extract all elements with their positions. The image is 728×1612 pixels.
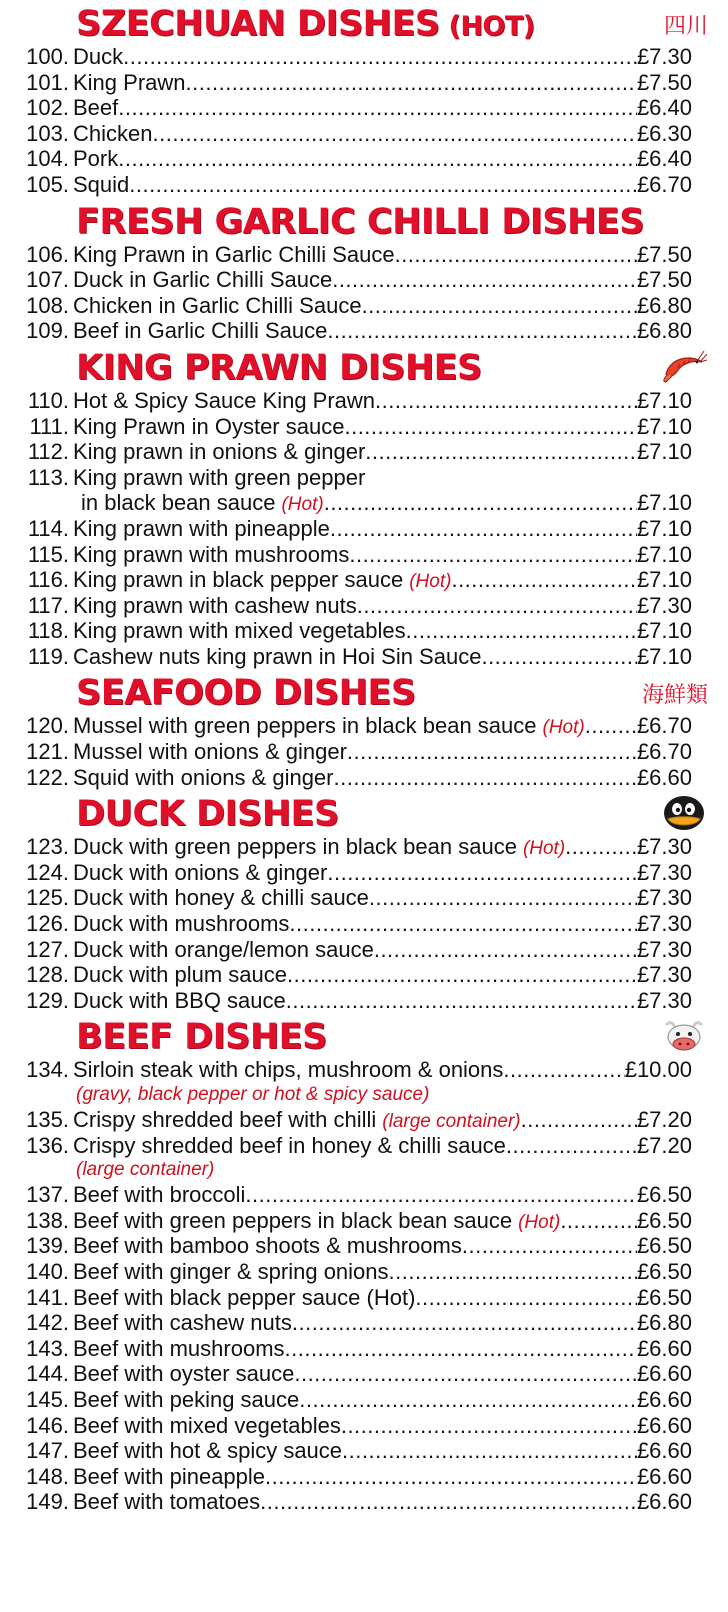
item-price: £6.60 xyxy=(636,1489,692,1515)
menu-item xyxy=(0,988,728,1014)
item-number: 117. xyxy=(27,592,69,618)
cow-icon xyxy=(660,1017,708,1055)
dot-leader xyxy=(506,1133,637,1159)
item-number: 137. xyxy=(26,1182,69,1208)
item-name: Duck with BBQ sauce xyxy=(73,987,286,1013)
menu-item xyxy=(0,962,728,988)
section-title xyxy=(76,673,416,714)
menu-item xyxy=(0,1336,728,1362)
item-name: King prawn with pineapple xyxy=(73,515,330,541)
menu-item xyxy=(0,242,728,268)
dot-leader xyxy=(585,713,637,739)
item-name: Pork xyxy=(73,146,119,172)
item-number: 143. xyxy=(26,1335,69,1361)
item-name: Chicken xyxy=(73,120,153,146)
dot-leader xyxy=(260,1489,637,1515)
item-price: £7.30 xyxy=(636,987,692,1013)
item-price: £6.80 xyxy=(636,1310,692,1336)
dot-leader xyxy=(245,1182,637,1208)
dot-leader xyxy=(389,1259,637,1285)
section-title-text: SEAFOOD DISHES xyxy=(76,673,416,714)
section-chinese-title: 四川 xyxy=(663,14,708,39)
menu-item xyxy=(0,644,728,670)
item-name: Duck with green peppers in black bean sauce xyxy=(73,834,517,860)
dot-leader xyxy=(565,834,637,860)
dot-leader xyxy=(289,911,637,937)
item-name: Beef with cashew nuts xyxy=(73,1310,292,1336)
menu-item xyxy=(0,860,728,886)
menu-item xyxy=(0,765,728,791)
menu-item xyxy=(0,318,728,344)
item-name: Crispy shredded beef with chilli xyxy=(73,1107,377,1132)
item-note: (Hot) xyxy=(518,1211,561,1233)
item-number: 122. xyxy=(26,764,69,790)
item-subnote: (large container) xyxy=(76,1159,215,1181)
item-number: 112. xyxy=(27,439,69,465)
dot-leader xyxy=(369,885,637,911)
item-subnote: (gravy, black pepper or hot & spicy sauce) xyxy=(76,1084,430,1105)
item-name: Duck xyxy=(73,44,124,69)
menu-item xyxy=(0,567,728,593)
item-name: Beef in Garlic Chilli Sauce xyxy=(73,318,328,344)
item-name: King prawn with cashew nuts xyxy=(73,592,357,618)
item-number: 116. xyxy=(27,567,69,593)
item-name: Sirloin steak with chips, mushroom & onions xyxy=(73,1057,504,1083)
dot-leader xyxy=(118,146,637,172)
dot-leader xyxy=(395,242,637,268)
duck-icon xyxy=(660,794,708,832)
item-price: £7.10 xyxy=(636,387,692,413)
item-price: £6.60 xyxy=(636,764,692,790)
item-number: 135. xyxy=(26,1107,69,1132)
item-price: £6.50 xyxy=(636,1258,692,1284)
dot-leader xyxy=(334,765,637,791)
item-number: 139. xyxy=(26,1233,69,1259)
item-price: £6.30 xyxy=(636,120,692,146)
item-number: 127. xyxy=(26,936,69,962)
section-title xyxy=(76,347,482,388)
item-name: King prawn with green pepper xyxy=(73,464,366,490)
menu-item xyxy=(0,834,728,860)
menu-item xyxy=(0,1285,728,1311)
item-number: 144. xyxy=(26,1361,69,1387)
menu-section xyxy=(0,669,728,790)
item-name: Beef with broccoli xyxy=(73,1182,246,1208)
item-name: Duck with honey & chilli sauce xyxy=(73,885,369,911)
item-price: £6.60 xyxy=(636,1412,692,1438)
dot-leader xyxy=(362,293,637,319)
dot-leader xyxy=(118,95,637,121)
item-price: £6.80 xyxy=(636,318,692,344)
item-price: £7.10 xyxy=(636,490,692,516)
dot-leader xyxy=(375,388,637,414)
item-price: £7.10 xyxy=(636,541,692,567)
item-number: 110. xyxy=(27,387,69,413)
menu-item xyxy=(0,1387,728,1413)
section-header xyxy=(0,1013,728,1057)
dot-leader xyxy=(286,988,637,1014)
menu-item xyxy=(0,911,728,937)
dot-leader xyxy=(327,318,637,344)
dot-leader xyxy=(152,121,636,147)
item-number: 126. xyxy=(26,911,69,937)
item-price: £7.30 xyxy=(636,859,692,885)
dot-leader xyxy=(462,1233,637,1259)
item-price: £6.70 xyxy=(636,713,692,739)
item-number: 102. xyxy=(26,95,69,121)
item-price: £7.20 xyxy=(636,1107,692,1132)
item-number: 140. xyxy=(26,1258,69,1284)
menu-item xyxy=(0,937,728,963)
item-number: 147. xyxy=(26,1438,69,1464)
item-number: 145. xyxy=(26,1386,69,1412)
item-number: 125. xyxy=(26,885,69,911)
item-price: £7.20 xyxy=(636,1132,692,1158)
dot-leader xyxy=(292,1310,637,1336)
item-price: £6.50 xyxy=(636,1182,692,1208)
item-name: Beef with black pepper sauce (Hot) xyxy=(73,1284,416,1310)
item-price: £6.60 xyxy=(636,1386,692,1412)
item-number: 101. xyxy=(26,69,69,95)
section-header xyxy=(0,669,728,713)
section-header xyxy=(0,790,728,834)
item-number: 115. xyxy=(27,541,69,567)
item-name: King Prawn xyxy=(73,69,186,95)
menu-item xyxy=(0,1182,728,1208)
section-title xyxy=(76,4,535,44)
dot-leader xyxy=(374,937,637,963)
item-name: Mussel with onions & ginger xyxy=(73,739,347,765)
item-number: 103. xyxy=(26,120,69,146)
item-price: £7.30 xyxy=(636,936,692,962)
section-title xyxy=(76,1017,327,1058)
menu-item xyxy=(0,593,728,619)
item-number: 113. xyxy=(27,464,69,490)
item-number: 121. xyxy=(26,739,69,765)
menu-item xyxy=(0,121,728,147)
dot-leader xyxy=(481,644,636,670)
item-number: 134. xyxy=(26,1057,69,1083)
item-price: £7.50 xyxy=(636,241,692,267)
dot-leader xyxy=(560,1208,637,1234)
dot-leader xyxy=(123,44,637,70)
dot-leader xyxy=(451,567,636,593)
section-title xyxy=(76,201,644,242)
item-name: Beef xyxy=(73,95,119,121)
section-title-text: BEEF DISHES xyxy=(76,1017,327,1058)
item-name: Cashew nuts king prawn in Hoi Sin Sauce xyxy=(73,643,482,669)
item-price: £6.60 xyxy=(636,1361,692,1387)
menu-item xyxy=(0,1310,728,1336)
section-title-text: KING PRAWN DISHES xyxy=(76,347,482,388)
menu-item xyxy=(0,146,728,172)
item-number: 124. xyxy=(26,859,69,885)
item-name: King Prawn in Oyster sauce xyxy=(73,413,345,439)
dot-leader xyxy=(285,1336,637,1362)
section-title-text: SZECHUAN DISHES xyxy=(76,4,440,44)
section-header xyxy=(0,0,728,44)
menu-item xyxy=(0,414,728,440)
item-price: £6.60 xyxy=(636,1463,692,1489)
menu-item xyxy=(0,95,728,121)
dot-leader xyxy=(342,1438,637,1464)
dot-leader xyxy=(332,267,637,293)
section-title-text: DUCK DISHES xyxy=(76,794,339,835)
menu-item xyxy=(0,465,728,491)
item-name: King prawn with mixed vegetables xyxy=(73,618,406,644)
item-name: Duck with plum sauce xyxy=(73,962,287,988)
item-name: Beef with tomatoes xyxy=(73,1489,261,1515)
item-price: £6.60 xyxy=(636,1438,692,1464)
item-name: King prawn in black pepper sauce xyxy=(73,567,404,593)
item-name: Duck with onions & ginger xyxy=(73,859,328,885)
item-name: King prawn with mushrooms xyxy=(73,541,350,567)
menu-item xyxy=(0,1361,728,1387)
dot-leader xyxy=(349,542,637,568)
item-number: 123. xyxy=(26,834,69,860)
dot-leader xyxy=(503,1057,624,1083)
item-price: £7.30 xyxy=(636,885,692,911)
dot-leader xyxy=(415,1285,637,1311)
item-name: Duck with orange/lemon sauce xyxy=(73,936,374,962)
item-number: 109. xyxy=(26,318,69,344)
item-name: Beef with peking sauce xyxy=(73,1386,300,1412)
menu-item xyxy=(0,172,728,198)
item-number: 129. xyxy=(26,987,69,1013)
item-number: 128. xyxy=(26,962,69,988)
item-name: King prawn in onions & ginger xyxy=(73,439,366,465)
item-number: 105. xyxy=(26,171,69,197)
item-price: £6.60 xyxy=(636,1335,692,1361)
dot-leader xyxy=(324,490,637,516)
item-price: £7.10 xyxy=(636,643,692,669)
item-name: Mussel with green peppers in black bean sauce xyxy=(73,713,537,739)
menu-item xyxy=(0,1464,728,1490)
item-number: 100. xyxy=(26,44,69,69)
menu-item xyxy=(0,713,728,739)
item-price: £6.50 xyxy=(636,1284,692,1310)
prawn-icon xyxy=(660,348,708,386)
section-header xyxy=(0,198,728,242)
item-number: 148. xyxy=(26,1463,69,1489)
item-number: 120. xyxy=(26,713,69,739)
section-header xyxy=(0,344,728,388)
menu-item xyxy=(0,885,728,911)
dot-leader xyxy=(330,516,637,542)
section-chinese-title: 海鮮類 xyxy=(641,683,708,709)
dot-leader xyxy=(265,1464,637,1490)
dot-leader xyxy=(521,1107,637,1133)
menu-item-continuation xyxy=(0,490,728,516)
menu-item xyxy=(0,388,728,414)
item-price: £6.70 xyxy=(636,171,692,197)
item-name: Squid xyxy=(73,171,130,197)
dot-leader xyxy=(347,739,637,765)
menu-item xyxy=(0,1208,728,1234)
item-name: Beef with ginger & spring onions xyxy=(73,1258,389,1284)
item-name: Beef with hot & spicy sauce xyxy=(73,1438,343,1464)
dot-leader xyxy=(406,618,637,644)
item-name: Chicken in Garlic Chilli Sauce xyxy=(73,292,362,318)
item-number: 141. xyxy=(26,1284,69,1310)
menu-item xyxy=(0,1259,728,1285)
item-price: £6.50 xyxy=(636,1233,692,1259)
menu-item xyxy=(0,1413,728,1439)
item-name: King Prawn in Garlic Chilli Sauce xyxy=(73,241,395,267)
item-price: £6.40 xyxy=(636,95,692,121)
menu-item xyxy=(0,1057,728,1083)
menu-section xyxy=(0,0,728,198)
item-price: £7.10 xyxy=(636,439,692,465)
item-number: 142. xyxy=(26,1310,69,1336)
item-price: £7.30 xyxy=(636,911,692,937)
menu-item xyxy=(0,1438,728,1464)
dot-leader xyxy=(341,1413,637,1439)
menu-item xyxy=(0,1489,728,1515)
item-number: 107. xyxy=(26,267,69,293)
item-price: £7.30 xyxy=(636,592,692,618)
dot-leader xyxy=(129,172,637,198)
section-title xyxy=(76,794,339,835)
item-name: Beef with mixed vegetables xyxy=(73,1412,341,1438)
item-number: 104. xyxy=(26,146,69,172)
item-name: Beef with oyster sauce xyxy=(73,1361,295,1387)
menu-item xyxy=(0,1133,728,1159)
menu-section xyxy=(0,344,728,670)
item-name: Beef with pineapple xyxy=(73,1463,266,1489)
menu-item xyxy=(0,542,728,568)
dot-leader xyxy=(365,439,637,465)
menu-section xyxy=(0,790,728,1013)
menu-section xyxy=(0,1013,728,1515)
item-name: Beef with mushrooms xyxy=(73,1335,285,1361)
item-number: 111. xyxy=(29,413,69,439)
item-number: 146. xyxy=(26,1412,69,1438)
section-title-text: FRESH GARLIC CHILLI DISHES xyxy=(76,201,644,242)
item-price: £7.50 xyxy=(636,69,692,95)
item-price: £7.30 xyxy=(636,834,692,860)
item-note: (Hot) xyxy=(542,717,585,739)
item-price: £6.80 xyxy=(636,292,692,318)
item-price: £7.30 xyxy=(636,44,692,69)
item-price: £6.40 xyxy=(636,146,692,172)
item-note: (Hot) xyxy=(281,494,324,516)
menu-item xyxy=(0,267,728,293)
menu-item xyxy=(0,516,728,542)
dot-leader xyxy=(299,1387,637,1413)
dot-leader xyxy=(357,593,637,619)
dot-leader xyxy=(186,70,637,96)
menu-section xyxy=(0,198,728,344)
item-name: Beef with bamboo shoots & mushrooms xyxy=(73,1233,462,1259)
item-note: (large container) xyxy=(382,1111,521,1132)
dot-leader xyxy=(287,962,637,988)
menu-item xyxy=(0,1233,728,1259)
item-price: £7.50 xyxy=(636,267,692,293)
item-number: 118. xyxy=(27,618,69,644)
item-number: 108. xyxy=(26,292,69,318)
menu-item xyxy=(0,439,728,465)
item-price: £7.30 xyxy=(636,962,692,988)
dot-leader xyxy=(344,414,636,440)
menu-item xyxy=(0,618,728,644)
item-name: Squid with onions & ginger xyxy=(73,764,334,790)
item-name: Hot & Spicy Sauce King Prawn xyxy=(73,387,376,413)
item-name: Beef with green peppers in black bean sauce xyxy=(73,1207,513,1233)
item-note: (Hot) xyxy=(409,571,452,593)
dot-leader xyxy=(294,1361,637,1387)
menu-item xyxy=(0,44,728,70)
item-number: 149. xyxy=(26,1489,69,1515)
menu-item xyxy=(0,70,728,96)
item-price: £6.70 xyxy=(636,739,692,765)
item-price: £10.00 xyxy=(624,1057,692,1083)
item-price: £7.10 xyxy=(636,567,692,593)
section-title-suffix: (HOT) xyxy=(439,11,535,42)
menu-item xyxy=(0,739,728,765)
item-number: 119. xyxy=(27,643,69,669)
item-name: Duck with mushrooms xyxy=(73,911,290,937)
item-name: Crispy shredded beef in honey & chilli sauce xyxy=(73,1132,506,1158)
item-price: £7.10 xyxy=(636,413,692,439)
menu-item xyxy=(0,1107,728,1133)
item-price: £6.50 xyxy=(636,1207,692,1233)
item-price: £7.10 xyxy=(636,515,692,541)
dot-leader xyxy=(327,860,637,886)
item-name-continuation: in black bean sauce xyxy=(81,490,276,516)
item-price: £7.10 xyxy=(636,618,692,644)
item-number: 114. xyxy=(27,515,69,541)
item-note: (Hot) xyxy=(522,838,566,860)
menu-item xyxy=(0,293,728,319)
item-number: 106. xyxy=(26,241,69,267)
item-name: Duck in Garlic Chilli Sauce xyxy=(73,267,333,293)
item-number: 138. xyxy=(26,1207,69,1233)
item-number: 136. xyxy=(26,1132,69,1158)
